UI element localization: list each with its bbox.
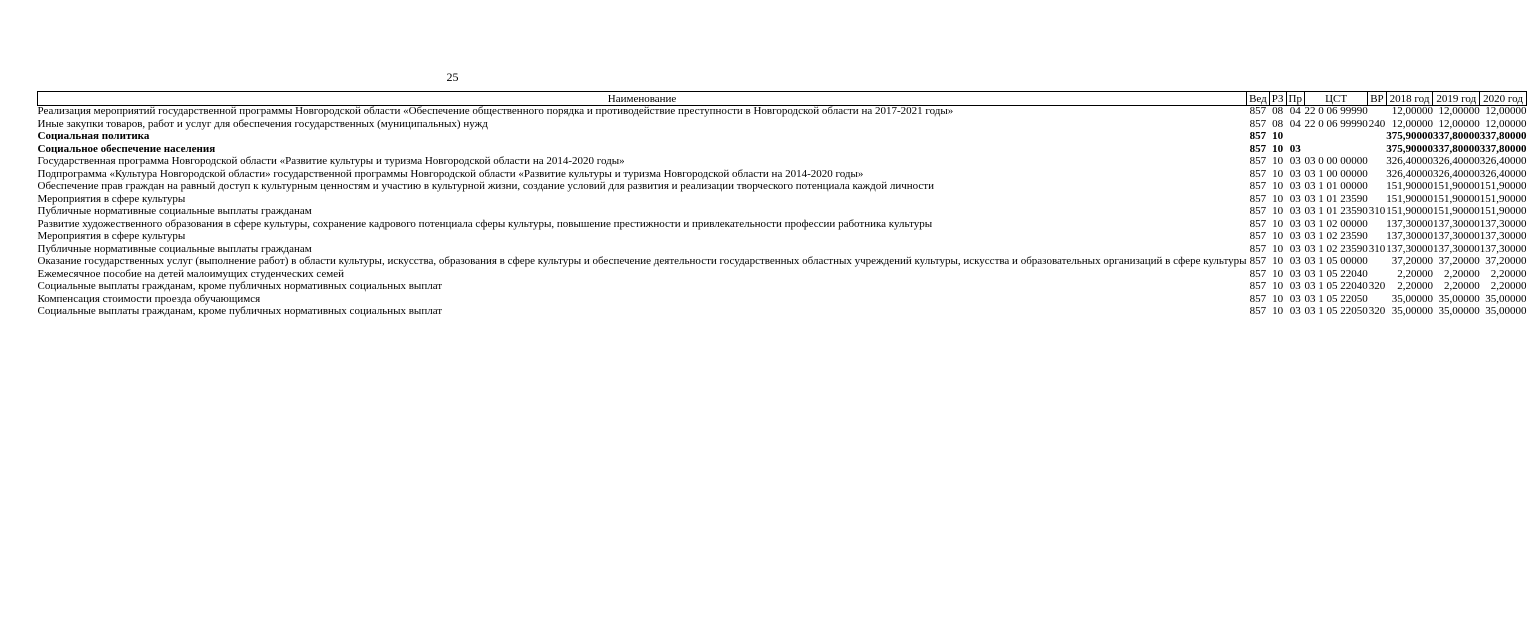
- cell-2020: 337,80000: [1479, 142, 1527, 155]
- header-rz: РЗ: [1269, 92, 1286, 106]
- cell-cst: 03 1 05 22040: [1304, 280, 1368, 292]
- cell-2019: 151,90000: [1432, 192, 1480, 205]
- cell-rz: 10: [1272, 230, 1284, 242]
- cell-ved: 857: [1249, 155, 1267, 167]
- cell-ved: 857: [1249, 192, 1267, 205]
- cell-cst: 03 1 05 00000: [1304, 255, 1368, 267]
- cell-rz: 10: [1272, 192, 1284, 205]
- cell-name: Ежемесячное пособие на детей малоимущих студенческих семей: [37, 267, 344, 280]
- cell-pr: 03: [1289, 230, 1301, 242]
- cell-2020: 12,00000: [1485, 117, 1527, 130]
- cell-ved: 857: [1249, 217, 1267, 230]
- cell-cst: 03 1 00 00000: [1304, 167, 1368, 180]
- cell-ved: 857: [1249, 305, 1267, 317]
- cell-2018: 137,30000: [1386, 217, 1433, 230]
- cell-pr: 03: [1289, 217, 1301, 230]
- table-row: [38, 219, 1527, 232]
- cell-pr: 04: [1289, 117, 1301, 130]
- cell-pr: 03: [1289, 192, 1301, 205]
- cell-2020: 37,20000: [1485, 255, 1527, 267]
- budget-table: [37, 91, 1527, 319]
- cell-2020: 326,40000: [1479, 155, 1527, 167]
- cell-rz: 10: [1272, 180, 1284, 192]
- cell-vr: [1368, 156, 1386, 169]
- table-body: [38, 106, 1527, 319]
- cell-name: Социальное обеспечение населения: [37, 142, 216, 155]
- cell-name: Оказание государственных услуг (выполнение работ) в области культуры, искусства, образования в сфере культуры и обеспечение деятельности государственных областных учреждений культуры, искусства и образовательных организаций в сфере культуры: [37, 255, 1247, 267]
- cell-pr: 03: [1289, 142, 1301, 155]
- cell-vr: [1368, 144, 1386, 157]
- cell-2018: 375,90000: [1386, 130, 1433, 142]
- cell-cst: 03 1 05 22050: [1304, 292, 1368, 305]
- cell-vr: [1368, 256, 1386, 269]
- cell-2019: 337,80000: [1432, 142, 1480, 155]
- cell-cst: 03 1 02 00000: [1304, 217, 1368, 230]
- cell-name: Публичные нормативные социальные выплаты гражданам: [37, 242, 312, 255]
- cell-2020: 35,00000: [1485, 305, 1527, 317]
- cell-pr: 03: [1289, 242, 1301, 255]
- cell-pr: 03: [1289, 267, 1301, 280]
- cell-2018: 151,90000: [1386, 180, 1433, 192]
- cell-ved: 857: [1249, 130, 1267, 142]
- header-name: Наименование: [38, 92, 1247, 106]
- cell-name: Мероприятия в сфере культуры: [37, 230, 186, 242]
- cell-2018: 35,00000: [1391, 292, 1433, 305]
- cell-2019: 37,20000: [1438, 255, 1480, 267]
- cell-vr: [1368, 219, 1386, 232]
- cell-cst: 03 1 01 23590: [1304, 192, 1368, 205]
- cell-pr: 04: [1289, 105, 1301, 117]
- cell-cst: 22 0 06 99990: [1304, 117, 1368, 130]
- table-row: [38, 106, 1527, 119]
- table-row: [38, 181, 1527, 194]
- cell-2019: 326,40000: [1432, 167, 1480, 180]
- cell-name: Государственная программа Новгородской области «Развитие культуры и туризма Новгородской области на 2014-2020 годы»: [37, 155, 625, 167]
- cell-ved: 857: [1249, 117, 1267, 130]
- cell-ved: 857: [1249, 280, 1267, 292]
- cell-2020: 151,90000: [1479, 192, 1527, 205]
- cell-2019: 137,30000: [1432, 217, 1480, 230]
- cell-ved: 857: [1249, 180, 1267, 192]
- cell-name: Реализация мероприятий государственной программы Новгородской области «Обеспечение общественного порядка и противодействие преступности в Новгородской области на 2017-2021 годы»: [37, 105, 954, 117]
- cell-vr: [1368, 169, 1386, 182]
- cell-rz: 10: [1272, 305, 1284, 317]
- cell-2019: 151,90000: [1432, 180, 1480, 192]
- cell-name: Мероприятия в сфере культуры: [37, 192, 186, 205]
- cell-2020: 137,30000: [1479, 217, 1527, 230]
- cell-cst: 03 1 05 22040: [1304, 267, 1368, 280]
- cell-2020: 35,00000: [1485, 292, 1527, 305]
- cell-ved: 857: [1249, 242, 1267, 255]
- cell-2020: 137,30000: [1479, 230, 1527, 242]
- cell-rz: 10: [1272, 155, 1284, 167]
- cell-pr: 03: [1289, 305, 1301, 317]
- cell-2018: 12,00000: [1391, 117, 1433, 130]
- table-row: [38, 119, 1527, 132]
- cell-cst: 03 1 02 23590: [1304, 230, 1368, 242]
- cell-2020: 12,00000: [1485, 105, 1527, 117]
- cell-rz: 10: [1272, 267, 1284, 280]
- cell-2019: 337,80000: [1432, 130, 1480, 142]
- cell-2020: 151,90000: [1479, 205, 1527, 217]
- header-ved: Вед: [1247, 92, 1270, 106]
- cell-2018: 151,90000: [1386, 205, 1433, 217]
- cell-vr: 320: [1368, 305, 1386, 317]
- cell-2018: 326,40000: [1386, 155, 1433, 167]
- header-2018: 2018 год: [1386, 92, 1433, 106]
- cell-ved: 857: [1249, 292, 1267, 305]
- cell-2019: 137,30000: [1432, 230, 1480, 242]
- cell-cst: 03 1 02 23590: [1304, 242, 1368, 255]
- cell-2018: 326,40000: [1386, 167, 1433, 180]
- cell-name: Развитие художественного образования в сфере культуры, сохранение кадрового потенциала сферы культуры, повышение престижности и привлекательности профессии работника культуры: [37, 217, 933, 230]
- table-row: [38, 206, 1527, 219]
- cell-vr: 310: [1368, 242, 1386, 255]
- cell-pr: [1286, 131, 1304, 144]
- header-pr: Пр: [1286, 92, 1304, 106]
- cell-2020: 151,90000: [1479, 180, 1527, 192]
- cell-2019: 2,20000: [1443, 267, 1480, 280]
- cell-name: Социальная политика: [37, 130, 150, 142]
- cell-2020: 2,20000: [1490, 267, 1527, 280]
- cell-vr: 320: [1368, 280, 1386, 292]
- cell-pr: 03: [1289, 280, 1301, 292]
- cell-vr: [1368, 131, 1386, 144]
- cell-ved: 857: [1249, 105, 1267, 117]
- header-vr: ВР: [1368, 92, 1386, 106]
- cell-rz: 10: [1272, 130, 1284, 142]
- cell-pr: 03: [1289, 255, 1301, 267]
- cell-cst: [1304, 131, 1367, 144]
- cell-cst: 22 0 06 99990: [1304, 105, 1368, 117]
- cell-cst: 03 0 00 00000: [1304, 155, 1368, 167]
- header-2020: 2020 год: [1480, 92, 1527, 106]
- cell-2018: 12,00000: [1391, 105, 1433, 117]
- cell-name: Социальные выплаты гражданам, кроме публичных нормативных социальных выплат: [37, 280, 443, 292]
- cell-pr: 03: [1289, 155, 1301, 167]
- cell-cst: 03 1 05 22050: [1304, 305, 1368, 317]
- cell-rz: 10: [1272, 205, 1284, 217]
- cell-pr: 03: [1289, 205, 1301, 217]
- cell-vr: 310: [1368, 205, 1386, 217]
- cell-ved: 857: [1249, 142, 1267, 155]
- cell-cst: 03 1 01 00000: [1304, 180, 1368, 192]
- cell-vr: 240: [1368, 117, 1386, 130]
- table-row: [38, 256, 1527, 269]
- table-row: [38, 231, 1527, 244]
- cell-vr: [1368, 231, 1386, 244]
- cell-rz: 08: [1272, 105, 1284, 117]
- cell-rz: 10: [1272, 255, 1284, 267]
- table-row: [38, 156, 1527, 169]
- cell-2020: 326,40000: [1479, 167, 1527, 180]
- cell-2019: 35,00000: [1438, 292, 1480, 305]
- cell-name: Компенсация стоимости проезда обучающимся: [37, 292, 261, 305]
- table-header-row: [38, 92, 1527, 106]
- cell-name: Обеспечение прав граждан на равный доступ к культурным ценностям и участию в культурной жизни, создание условий для развития и реализации творческого потенциала каждой личности: [37, 180, 935, 192]
- cell-vr: [1368, 106, 1386, 119]
- cell-ved: 857: [1249, 255, 1267, 267]
- cell-rz: 10: [1272, 142, 1284, 155]
- cell-2018: 37,20000: [1391, 255, 1433, 267]
- cell-2019: 12,00000: [1438, 117, 1480, 130]
- cell-2019: 12,00000: [1438, 105, 1480, 117]
- cell-name: Социальные выплаты гражданам, кроме публичных нормативных социальных выплат: [37, 305, 443, 317]
- cell-ved: 857: [1249, 167, 1267, 180]
- table-row: [38, 306, 1527, 319]
- cell-pr: 03: [1289, 167, 1301, 180]
- cell-2018: 2,20000: [1397, 280, 1433, 292]
- header-2019: 2019 год: [1433, 92, 1480, 106]
- cell-2018: 151,90000: [1386, 192, 1433, 205]
- page-number: 25: [446, 70, 459, 84]
- cell-2018: 137,30000: [1386, 242, 1433, 255]
- cell-rz: 08: [1272, 117, 1284, 130]
- cell-2018: 2,20000: [1397, 267, 1433, 280]
- cell-name: Публичные нормативные социальные выплаты гражданам: [37, 205, 312, 217]
- cell-ved: 857: [1249, 230, 1267, 242]
- cell-2019: 137,30000: [1432, 242, 1480, 255]
- cell-cst: 03 1 01 23590: [1304, 205, 1368, 217]
- header-cst: ЦСТ: [1304, 92, 1367, 106]
- cell-2020: 337,80000: [1479, 130, 1527, 142]
- cell-ved: 857: [1249, 267, 1267, 280]
- cell-2020: 2,20000: [1490, 280, 1527, 292]
- cell-rz: 10: [1272, 292, 1284, 305]
- cell-2019: 151,90000: [1432, 205, 1480, 217]
- cell-2018: 35,00000: [1391, 305, 1433, 317]
- cell-rz: 10: [1272, 280, 1284, 292]
- cell-ved: 857: [1249, 205, 1267, 217]
- cell-name: Иные закупки товаров, работ и услуг для обеспечения государственных (муниципальных) нужд: [37, 117, 488, 130]
- cell-2018: 375,90000: [1386, 142, 1433, 155]
- cell-2019: 35,00000: [1438, 305, 1480, 317]
- cell-rz: 10: [1272, 242, 1284, 255]
- cell-2019: 2,20000: [1443, 280, 1480, 292]
- cell-2020: 137,30000: [1479, 242, 1527, 255]
- cell-pr: 03: [1289, 180, 1301, 192]
- cell-pr: 03: [1289, 292, 1301, 305]
- cell-2019: 326,40000: [1432, 155, 1480, 167]
- cell-rz: 10: [1272, 167, 1284, 180]
- cell-2018: 137,30000: [1386, 230, 1433, 242]
- cell-name: Подпрограмма «Культура Новгородской области» государственной программы Новгородской области «Развитие культуры и туризма Новгородской области на 2014-2020 годы»: [37, 167, 864, 180]
- table-row: [38, 281, 1527, 294]
- cell-rz: 10: [1272, 217, 1284, 230]
- cell-vr: [1368, 181, 1386, 194]
- table-row: [38, 131, 1527, 144]
